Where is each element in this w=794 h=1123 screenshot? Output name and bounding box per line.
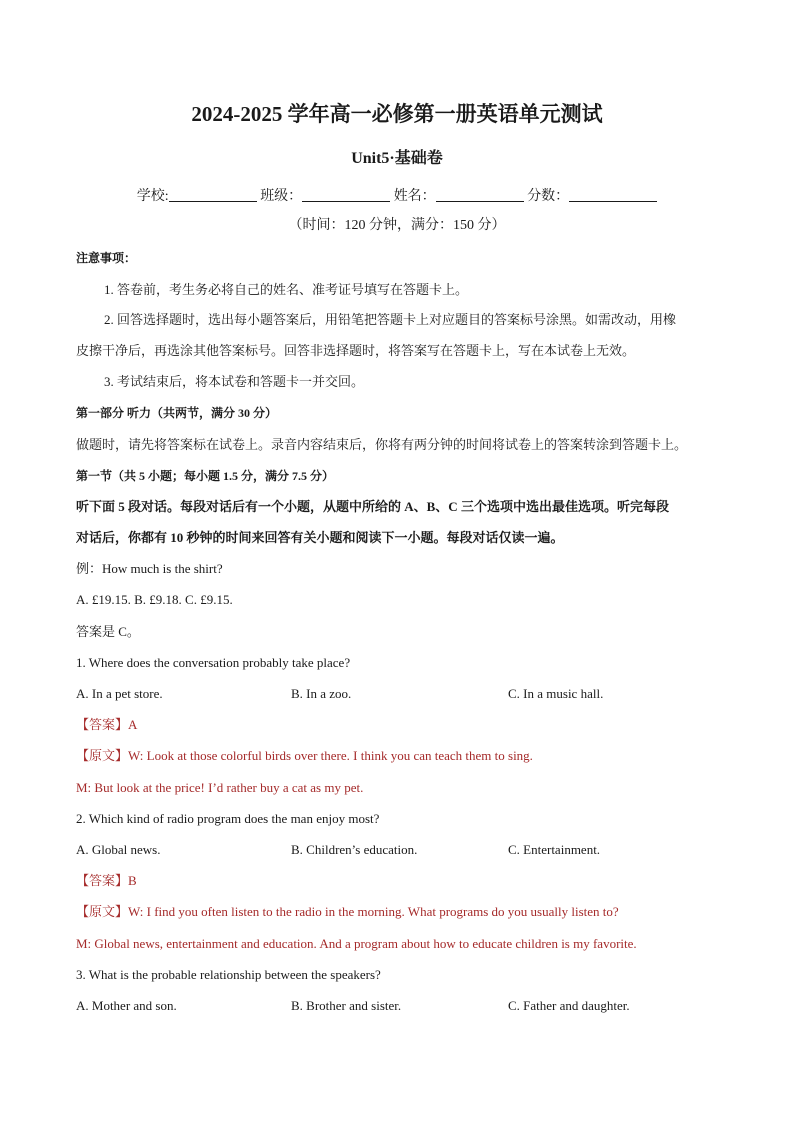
name-blank[interactable]: [436, 188, 524, 202]
part1-instruction: 做题时，请先将答案标在试卷上。录音内容结束后，你将有两分钟的时间将试卷上的答案转涂到答题卡上。: [76, 437, 688, 452]
example-answer: 答案是 C。: [76, 624, 140, 639]
student-info-row: [0, 188, 794, 205]
example-question: 例：How much is the shirt?: [76, 561, 223, 576]
section1-instruction-2: 对话后，你都有 10 秒钟的时间来回答有关小题和阅读下一小题。每段对话仅读一遍。: [76, 530, 564, 545]
school-label: 学校:: [136, 189, 169, 204]
class-blank[interactable]: [302, 188, 390, 202]
section1-instruction-1: 听下面 5 段对话。每段对话后有一个小题，从题中所给的 A、B、C 三个选项中选出最佳选项。听完每段: [76, 499, 669, 514]
q2-transcript-1: 【原文】W: I find you often listen to the radio in the morning. What programs do you usually listen to?: [76, 904, 619, 919]
time-info: （时间：120 分钟，满分：150 分）: [288, 218, 506, 233]
q1-option-a: A. In a pet store.: [76, 686, 163, 701]
q2-option-a: A. Global news.: [76, 842, 161, 857]
score-label: 分数：: [527, 189, 570, 204]
q1-option-c: C. In a music hall.: [508, 686, 604, 701]
section1-heading: 第一节（共 5 小题；每小题 1.5 分，满分 7.5 分）: [76, 469, 335, 483]
q1-option-b: B. In a zoo.: [291, 686, 352, 701]
note-item-2: 2. 回答选择题时，选出每小题答案后，用铅笔把答题卡上对应题目的答案标号涂黑。如需改动，用橡: [104, 312, 677, 327]
score-blank[interactable]: [569, 188, 657, 202]
class-label: 班级：: [260, 189, 303, 204]
q2-option-b: B. Children’s education.: [291, 842, 418, 857]
q1-transcript-1: 【原文】W: Look at those colorful birds over there. I think you can teach them to sing.: [76, 748, 533, 763]
notes-heading: 注意事项：: [76, 251, 137, 265]
name-label: 姓名：: [393, 189, 436, 204]
q1-answer: 【答案】A: [76, 717, 138, 732]
exam-title: 2024-2025 学年高一必修第一册英语单元测试: [191, 102, 603, 126]
q2-answer: 【答案】B: [76, 873, 137, 888]
part1-heading: 第一部分 听力（共两节，满分 30 分）: [76, 406, 278, 420]
q3-option-c: C. Father and daughter.: [508, 998, 630, 1013]
note-item-3: 3. 考试结束后，将本试卷和答题卡一并交回。: [104, 374, 365, 389]
question-1: 1. Where does the conversation probably take place?: [76, 655, 351, 670]
note-item-2-cont: 皮擦干净后，再选涂其他答案标号。回答非选择题时，将答案写在答题卡上，写在本试卷上无效。: [76, 343, 636, 358]
school-blank[interactable]: [169, 188, 257, 202]
q3-option-b: B. Brother and sister.: [291, 998, 402, 1013]
question-3: 3. What is the probable relationship between the speakers?: [76, 967, 381, 982]
question-2: 2. Which kind of radio program does the man enjoy most?: [76, 811, 380, 826]
q2-transcript-2: M: Global news, entertainment and education. And a program about how to educate children is my favorite.: [76, 936, 637, 951]
q3-option-a: A. Mother and son.: [76, 998, 177, 1013]
q2-option-c: C. Entertainment.: [508, 842, 601, 857]
q1-transcript-2: M: But look at the price! I’d rather buy a cat as my pet.: [76, 780, 364, 795]
example-options: A. £19.15. B. £9.18. C. £9.15.: [76, 592, 233, 607]
unit-subtitle: Unit5·基础卷: [351, 150, 443, 167]
note-item-1: 1. 答卷前，考生务必将自己的姓名、准考证号填写在答题卡上。: [104, 282, 469, 297]
